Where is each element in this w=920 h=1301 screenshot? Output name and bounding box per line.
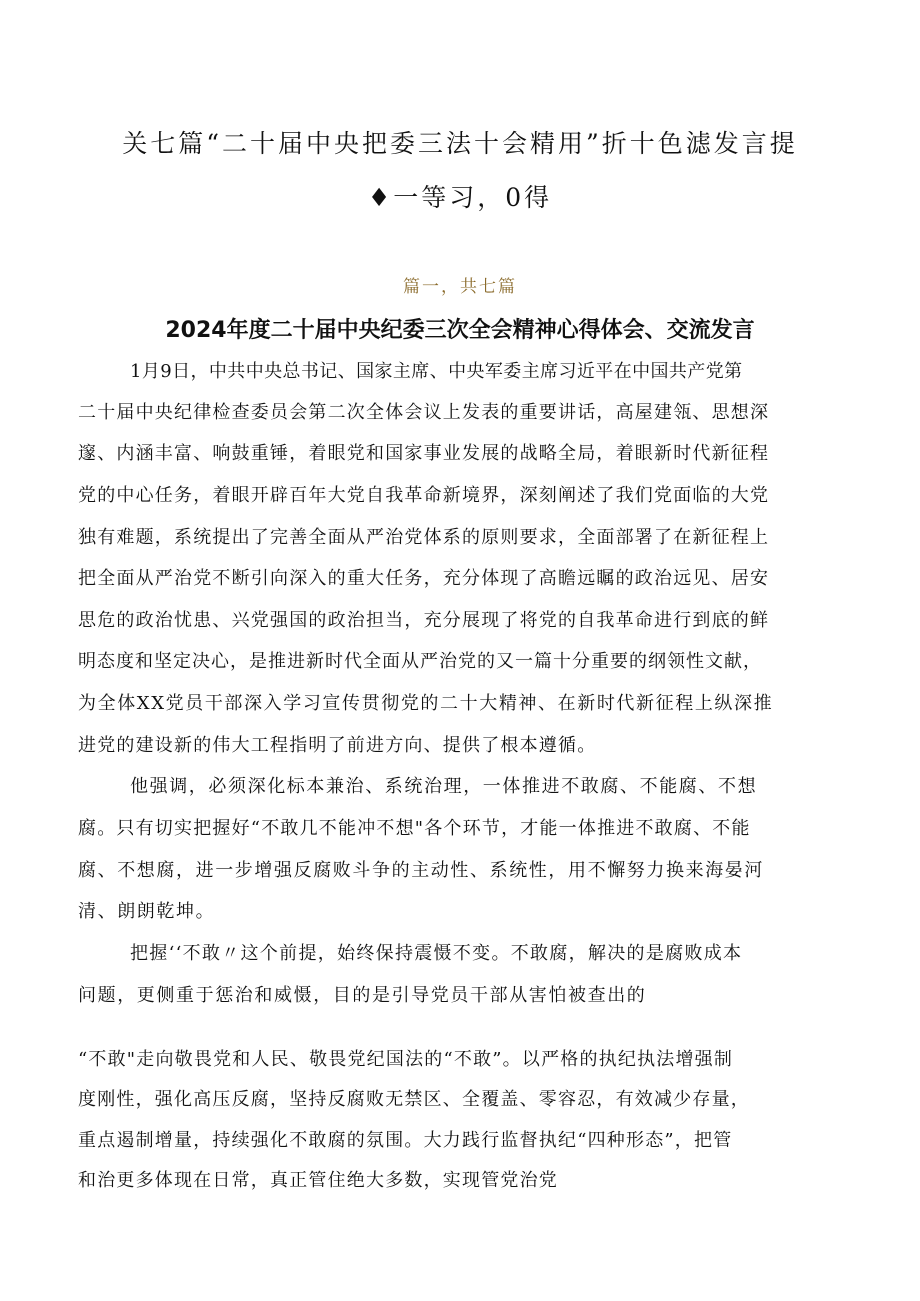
body-line: 思危的政治忧患、兴党强国的政治担当，充分展现了将党的自我革命进行到底的鲜 — [78, 610, 770, 631]
body-line: 明态度和坚定决心，是推进新时代全面从严治党的又一篇十分重要的纲领性文献， — [78, 651, 762, 672]
document-title-line-1: 关七篇“二十届中央把委三法十会精用”折十色滤发言提 — [122, 129, 798, 158]
body-line: 邃、内涵丰富、响鼓重锤，着眼党和国家事业发展的战略全局，着眼新时代新征程 — [78, 443, 770, 464]
body-line: 度刚性，强化高压反腐，坚持反腐败无禁区、全覆盖、零容忍，有效减少存量， — [78, 1089, 750, 1110]
body-line: 把握‘‘不敢〃这个前提，始终保持震慑不变。不敢腐，解决的是腐败成本 — [130, 943, 743, 964]
body-line: 党的中心任务，着眼开辟百年大党自我革命新境界，深刻阐述了我们党面临的大党 — [78, 485, 770, 506]
body-line: 为全体XX党员干部深入学习宣传贯彻党的二十大精神、在新时代新征程上纵深推 — [78, 693, 774, 714]
article-title: 2024年度二十届中央纪委三次全会精神心得体会、交流发言 — [165, 318, 755, 343]
body-line: 他强调，必须深化标本兼治、系统治理，一体推进不敢腐、不能腐、不想 — [130, 776, 758, 797]
body-line: 清、朗朗乾坤。 — [78, 901, 216, 922]
body-line: 进党的建设新的伟大工程指明了前进方向、提供了根本遵循。 — [78, 735, 597, 756]
body-line: “不敢"走向敬畏党和人民、敬畏党纪国法的“不敢”。以严格的执纪执法增强制 — [78, 1049, 734, 1070]
body-line: 和治更多体现在日常，真正管住绝大多数，实现管党治党 — [78, 1170, 558, 1191]
body-line: 二十届中央纪律检查委员会第二次全体会议上发表的重要讲话，高屋建瓴、思想深 — [78, 402, 770, 423]
document-title-line-2: ♦一等习，0得 — [367, 183, 553, 212]
body-line: 腐。只有切实把握好“不敢几不能冲不想"各个环节，才能一体推进不敢腐、不能 — [78, 818, 751, 839]
body-line: 问题，更侧重于惩治和威慑，目的是引导党员干部从害怕被查出的 — [78, 985, 647, 1006]
body-line: 腐、不想腐，进一步增强反腐败斗争的主动性、系统性，用不懈努力换来海晏河 — [78, 860, 764, 881]
body-line: 独有难题，系统提出了完善全面从严治党体系的原则要求，全面部署了在新征程上 — [78, 527, 770, 548]
section-label: 篇一，共七篇 — [403, 277, 517, 297]
body-line: 1月9日，中共中央总书记、国家主席、中央军委主席习近平在中国共产党第 — [130, 361, 743, 382]
body-line: 把全面从严治党不断引向深入的重大任务，充分体现了高瞻远瞩的政治远见、居安 — [78, 568, 770, 589]
body-line: 重点遏制增量，持续强化不敢腐的氛围。大力践行监督执纪“四种形态”，把管 — [78, 1130, 733, 1151]
